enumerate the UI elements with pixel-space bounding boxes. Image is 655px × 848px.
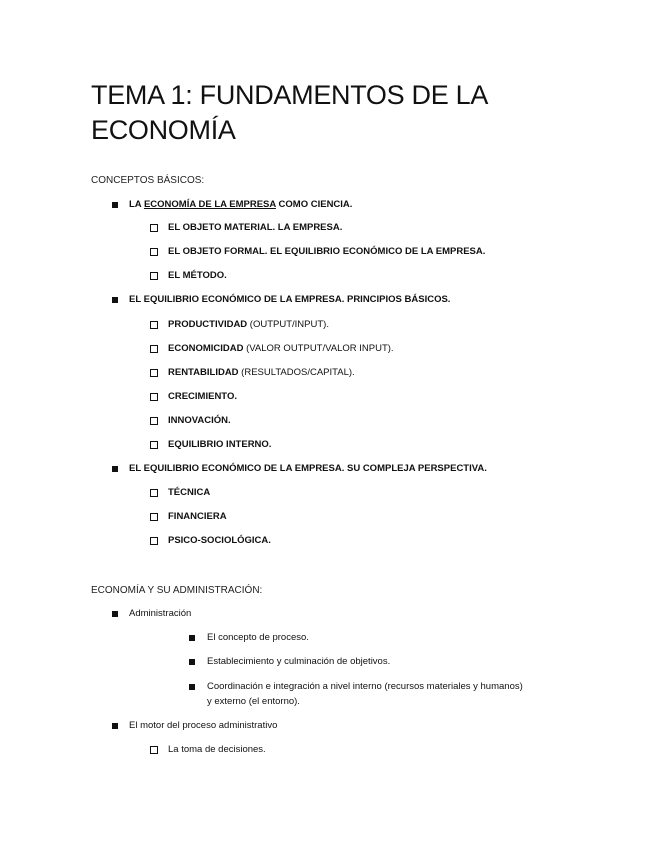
list-item: EL EQUILIBRIO ECONÓMICO DE LA EMPRESA. PRINCIPIOS BÁSICOS. bbox=[129, 294, 451, 305]
bullet-square-icon bbox=[112, 466, 118, 472]
section-heading-conceptos: CONCEPTOS BÁSICOS: bbox=[91, 175, 205, 186]
list-item: CRECIMIENTO. bbox=[168, 391, 237, 402]
list-item: Establecimiento y culminación de objetivos. bbox=[207, 656, 391, 667]
bullet-square-icon bbox=[189, 635, 195, 641]
bullet-square-icon bbox=[112, 723, 118, 729]
bullet-square-icon bbox=[112, 202, 118, 208]
list-item: TÉCNICA bbox=[168, 487, 211, 498]
checkbox-bullet-icon bbox=[150, 393, 158, 401]
checkbox-bullet-icon bbox=[150, 248, 158, 256]
checkbox-bullet-icon bbox=[150, 489, 158, 497]
bullet-square-icon bbox=[112, 611, 118, 617]
list-item: EL EQUILIBRIO ECONÓMICO DE LA EMPRESA. SU COMPLEJA PERSPECTIVA. bbox=[129, 463, 487, 474]
checkbox-bullet-icon bbox=[150, 417, 158, 425]
checkbox-bullet-icon bbox=[150, 441, 158, 449]
page-title bbox=[91, 78, 488, 148]
checkbox-bullet-icon bbox=[150, 224, 158, 232]
checkbox-bullet-icon bbox=[150, 746, 158, 754]
bullet-square-icon bbox=[112, 297, 118, 303]
title-line-2: ECONOMÍA bbox=[91, 115, 236, 145]
list-item: Coordinación e integración a nivel interno (recursos materiales y humanos) y externo (el entorno). bbox=[207, 681, 523, 707]
list-item: EL OBJETO FORMAL. EL EQUILIBRIO ECONÓMICO DE LA EMPRESA. bbox=[168, 246, 486, 257]
list-item: El concepto de proceso. bbox=[207, 632, 309, 643]
b1-underlined: ECONOMÍA DE LA EMPRESA bbox=[143, 199, 276, 210]
checkbox-bullet-icon bbox=[150, 369, 158, 377]
checkbox-bullet-icon bbox=[150, 537, 158, 545]
list-item: Administración bbox=[129, 608, 192, 619]
list-item: La toma de decisiones. bbox=[168, 744, 266, 755]
list-item: INNOVACIÓN. bbox=[168, 415, 231, 426]
list-item: FINANCIERA bbox=[168, 511, 227, 522]
checkbox-bullet-icon bbox=[150, 513, 158, 521]
bullet-square-icon bbox=[189, 659, 195, 665]
list-item: EQUILIBRIO INTERNO. bbox=[168, 439, 272, 450]
list-item: ECONOMICIDAD (VALOR OUTPUT/VALOR INPUT). bbox=[168, 343, 394, 354]
bullet-square-icon bbox=[189, 684, 195, 690]
list-item bbox=[129, 199, 352, 210]
list-item: RENTABILIDAD (RESULTADOS/CAPITAL). bbox=[168, 367, 355, 378]
checkbox-bullet-icon bbox=[150, 272, 158, 280]
b1-pre: LA bbox=[129, 199, 144, 210]
list-item: PSICO-SOCIOLÓGICA. bbox=[168, 535, 271, 546]
title-line-1: TEMA 1: FUNDAMENTOS DE LA bbox=[91, 80, 489, 110]
list-item: PRODUCTIVIDAD (OUTPUT/INPUT). bbox=[168, 319, 329, 330]
list-item: EL MÉTODO. bbox=[168, 270, 227, 281]
section-heading-economia: ECONOMÍA Y SU ADMINISTRACIÓN: bbox=[91, 585, 263, 596]
list-item: EL OBJETO MATERIAL. LA EMPRESA. bbox=[168, 222, 343, 233]
list-item: El motor del proceso administrativo bbox=[129, 720, 278, 731]
checkbox-bullet-icon bbox=[150, 345, 158, 353]
b1-post: COMO CIENCIA. bbox=[275, 199, 353, 210]
checkbox-bullet-icon bbox=[150, 321, 158, 329]
